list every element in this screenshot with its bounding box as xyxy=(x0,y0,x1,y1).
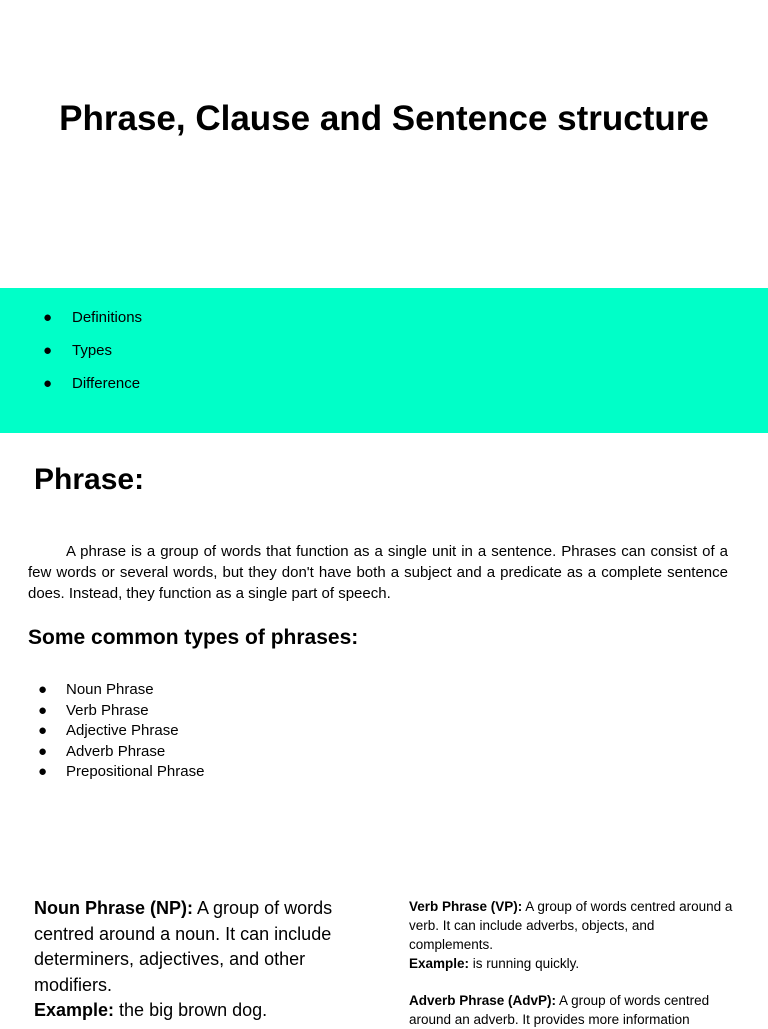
bullet-icon: ● xyxy=(38,701,48,719)
list-item: ● Prepositional Phrase xyxy=(0,762,204,783)
page-title: Phrase, Clause and Sentence structure xyxy=(59,99,709,138)
noun-phrase-example-label: Example: xyxy=(34,1000,115,1020)
bullet-icon: ● xyxy=(38,742,48,760)
bullet-icon: ● xyxy=(43,342,53,359)
list-item: ● Adverb Phrase xyxy=(0,742,204,763)
phrase-types-list xyxy=(0,680,204,783)
noun-phrase-definition: A group of words centred around a noun. It can include determiners, adjectives, and other modifiers. xyxy=(34,898,333,995)
adverb-phrase-term: Adverb Phrase (AdvP): xyxy=(409,993,557,1008)
noun-phrase-term: Noun Phrase (NP): xyxy=(34,898,194,918)
list-item: ● Verb Phrase xyxy=(0,701,204,722)
outline-banner xyxy=(0,288,768,433)
outline-list xyxy=(0,308,142,407)
right-column xyxy=(409,897,739,1029)
outline-item xyxy=(0,308,142,341)
adverb-phrase-block xyxy=(409,991,739,1029)
outline-item xyxy=(0,341,142,374)
bullet-icon: ● xyxy=(43,309,53,326)
bullet-icon: ● xyxy=(38,722,48,739)
verb-phrase-definition: A group of words centred around a verb. It can include adverbs, objects, and complements. xyxy=(409,899,733,952)
outline-item-label: Difference xyxy=(72,375,141,392)
list-item: ● Adjective Phrase xyxy=(0,721,204,742)
verb-phrase-example: is running quickly. xyxy=(469,956,580,971)
verb-phrase-example-label: Example: xyxy=(409,956,470,971)
outline-item xyxy=(0,374,142,407)
bullet-icon: ● xyxy=(38,681,48,698)
verb-phrase-term: Verb Phrase (VP): xyxy=(409,899,523,914)
phrase-heading: Phrase: xyxy=(34,463,145,496)
noun-phrase-example: the big brown dog. xyxy=(114,1000,268,1020)
phrase-types-heading: Some common types of phrases: xyxy=(28,626,359,649)
adverb-phrase-definition: A group of words centred around an adverb. It provides more information xyxy=(409,993,710,1027)
verb-phrase-block xyxy=(409,897,739,973)
outline-item-label: Definitions xyxy=(72,309,143,326)
noun-phrase-block xyxy=(34,896,354,1024)
bullet-icon: ● xyxy=(43,375,53,392)
phrase-definition: A phrase is a group of words that function as a single unit in a sentence. Phrases can consist of a few words or several words, but they don't have both a subject and a predicate as a complete sentence does. Instead, they function as a single part of speech. xyxy=(28,543,728,602)
outline-item-label: Types xyxy=(72,342,113,359)
bullet-icon: ● xyxy=(38,763,48,780)
list-item: ● Noun Phrase xyxy=(0,680,204,701)
